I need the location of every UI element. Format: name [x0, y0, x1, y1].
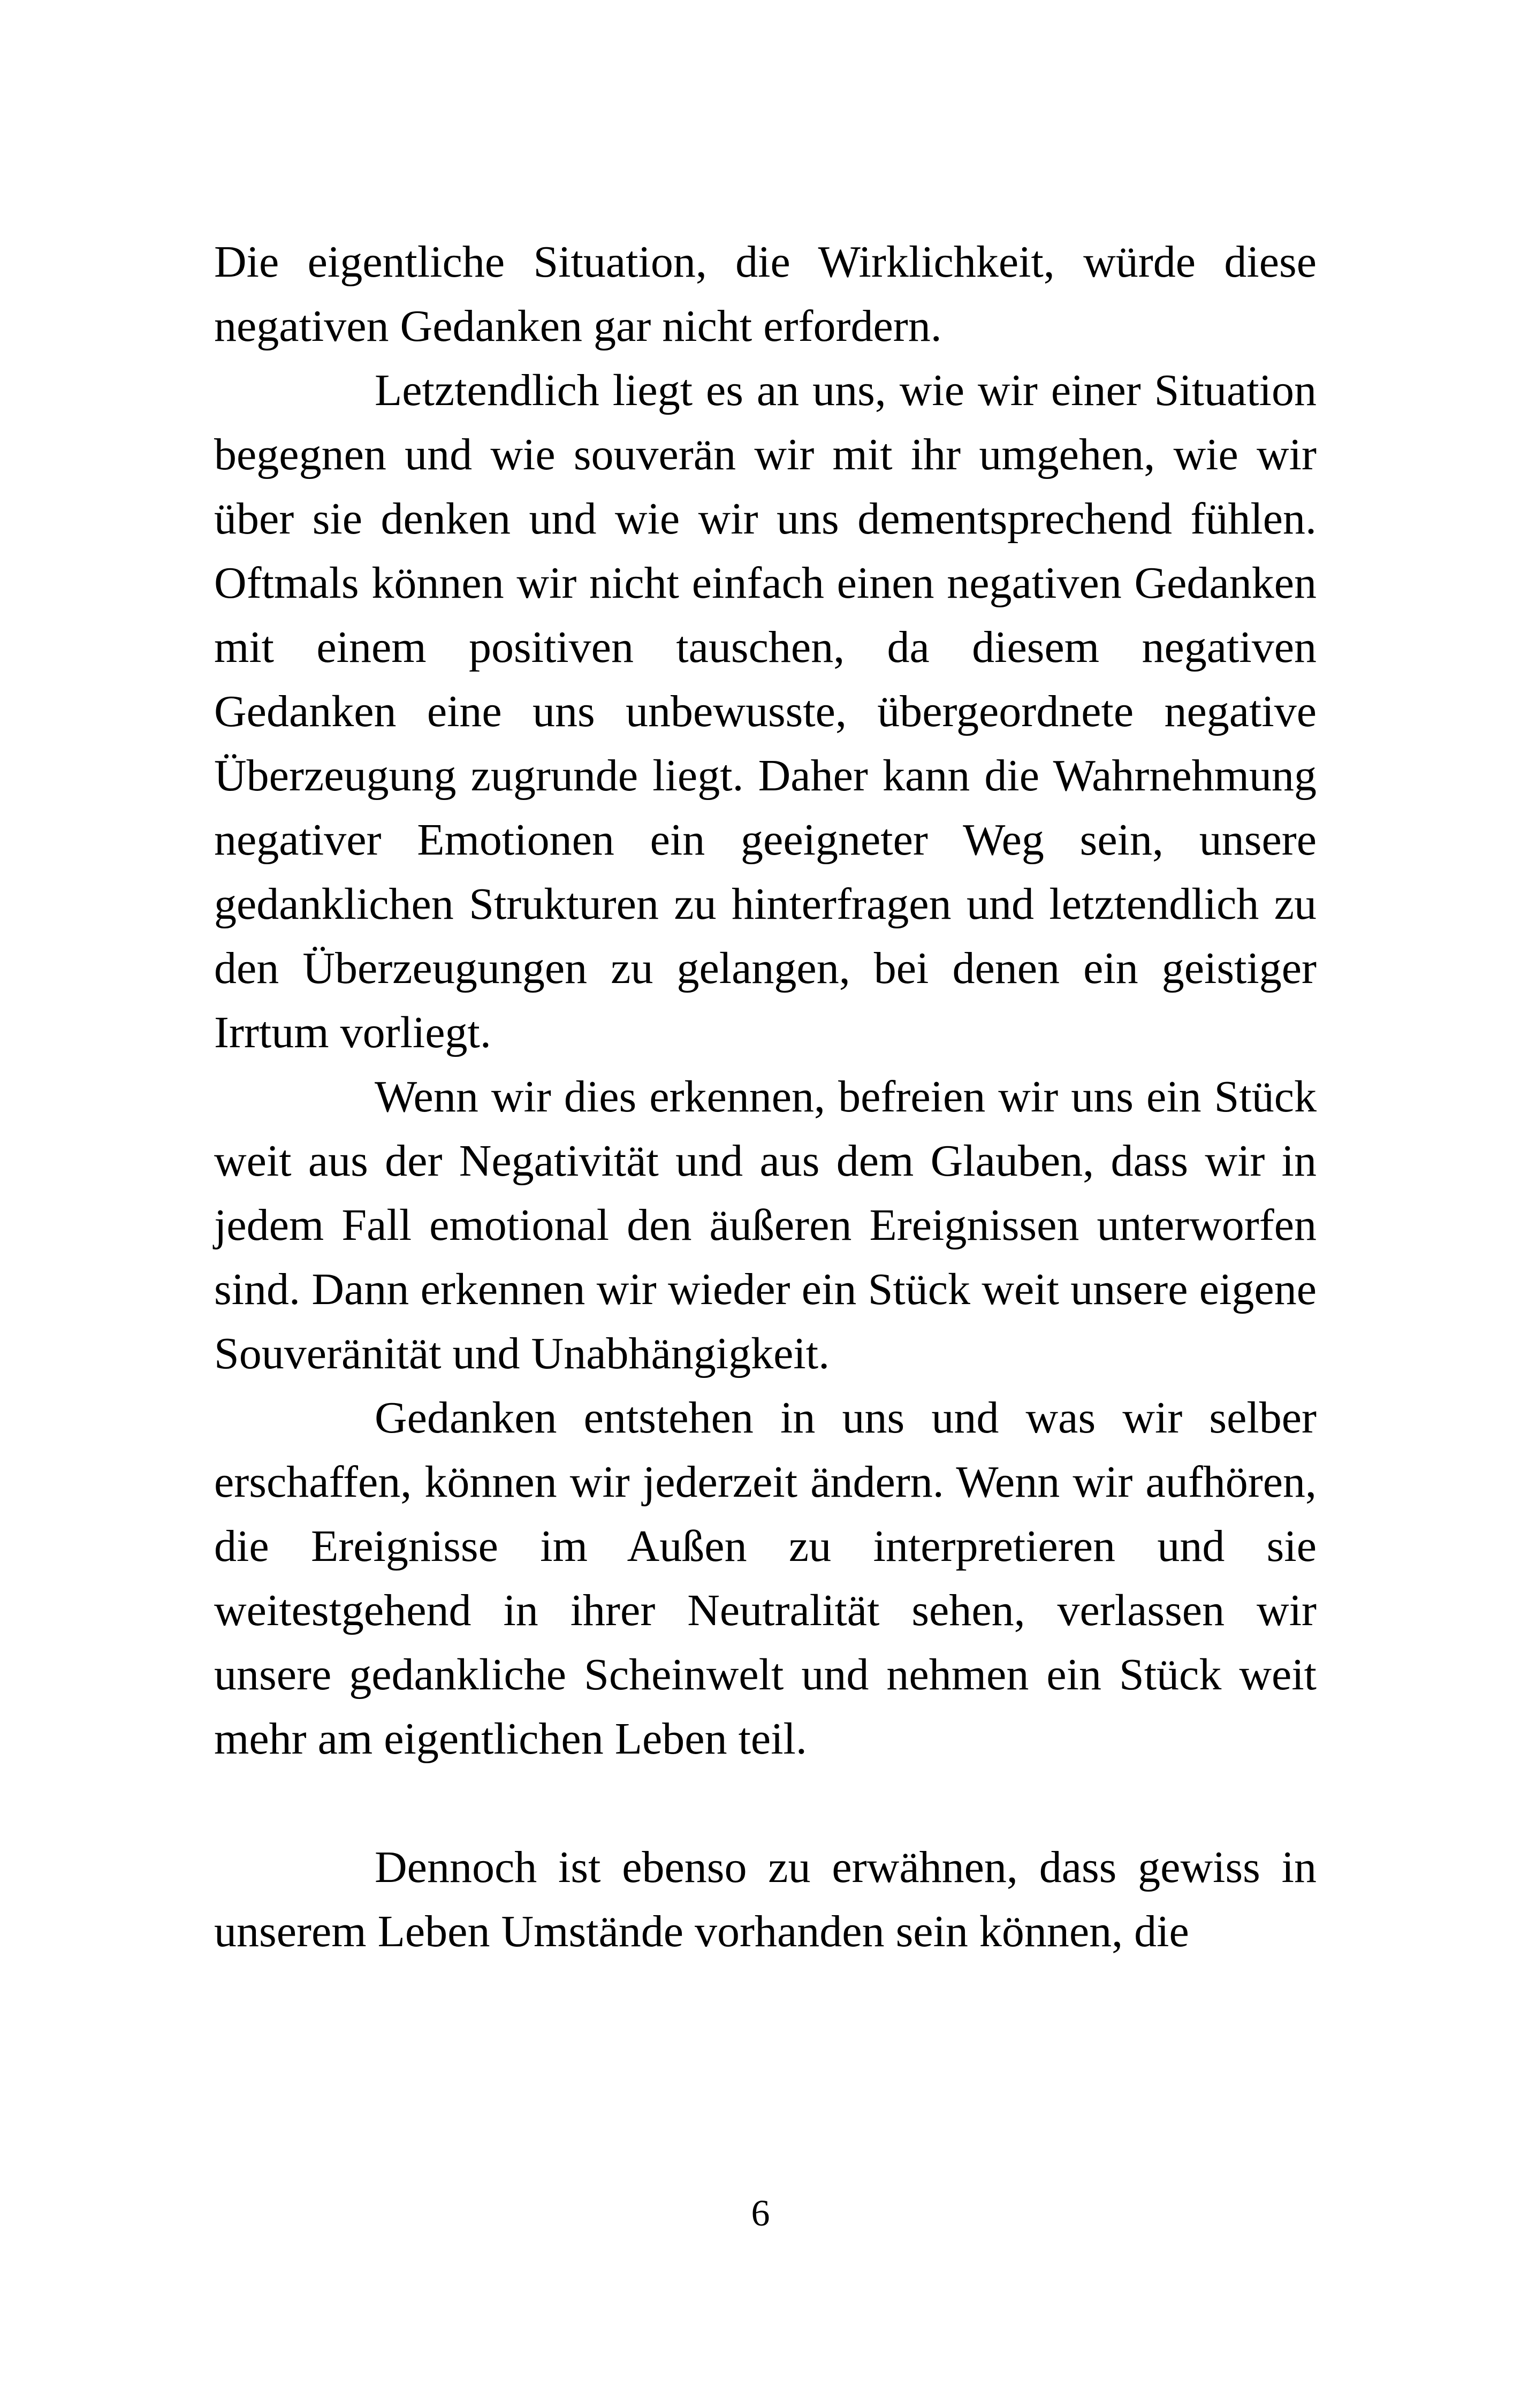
paragraph: Dennoch ist ebenso zu erwähnen, dass gewiss in unserem Leben Umstände vorhanden sein können, die: [214, 1842, 1317, 1956]
body-text: [214, 230, 1317, 1964]
paragraph: Wenn wir dies erkennen, befreien wir uns ein Stück weit aus der Negativität und aus dem Glauben, dass wir in jedem Fall emotional den äußeren Ereignissen unterworfen sind. Dann erkennen wir wieder ein Stück weit unsere eigene Souveränität und Unabhängigkeit.: [214, 1072, 1317, 1378]
paragraph: Gedanken entstehen in uns und was wir selber erschaffen, können wir jederzeit ändern. Wenn wir aufhören, die Ereignisse im Außen zu interpretieren und sie weitestgehend in ihrer Neutralität sehen, verlassen wir unsere gedankliche Scheinwelt und nehmen ein Stück weit mehr am eigentlichen Leben teil.: [214, 1393, 1317, 1764]
paragraph: Letztendlich liegt es an uns, wie wir einer Situation begegnen und wie souverän wir mit ihr umgehen, wie wir über sie denken und wie wir uns dementsprechend fühlen. Oftmals können wir nicht einfach einen negativen Gedanken mit einem positiven tauschen, da diesem negativen Gedanken eine uns unbewusste, übergeordnete negative Überzeugung zugrunde liegt. Daher kann die Wahrnehmung negativer Emotionen ein geeigneter Weg sein, unsere gedanklichen Strukturen zu hinterfragen und letztendlich zu den Überzeugungen zu gelangen, bei denen ein geistiger Irrtum vorliegt.: [214, 365, 1317, 1057]
page-number: 6: [751, 2193, 770, 2234]
paragraph-continuation: Die eigentliche Situation, die Wirklichkeit, würde diese negativen Gedanken gar nicht erfordern.: [214, 237, 1317, 351]
